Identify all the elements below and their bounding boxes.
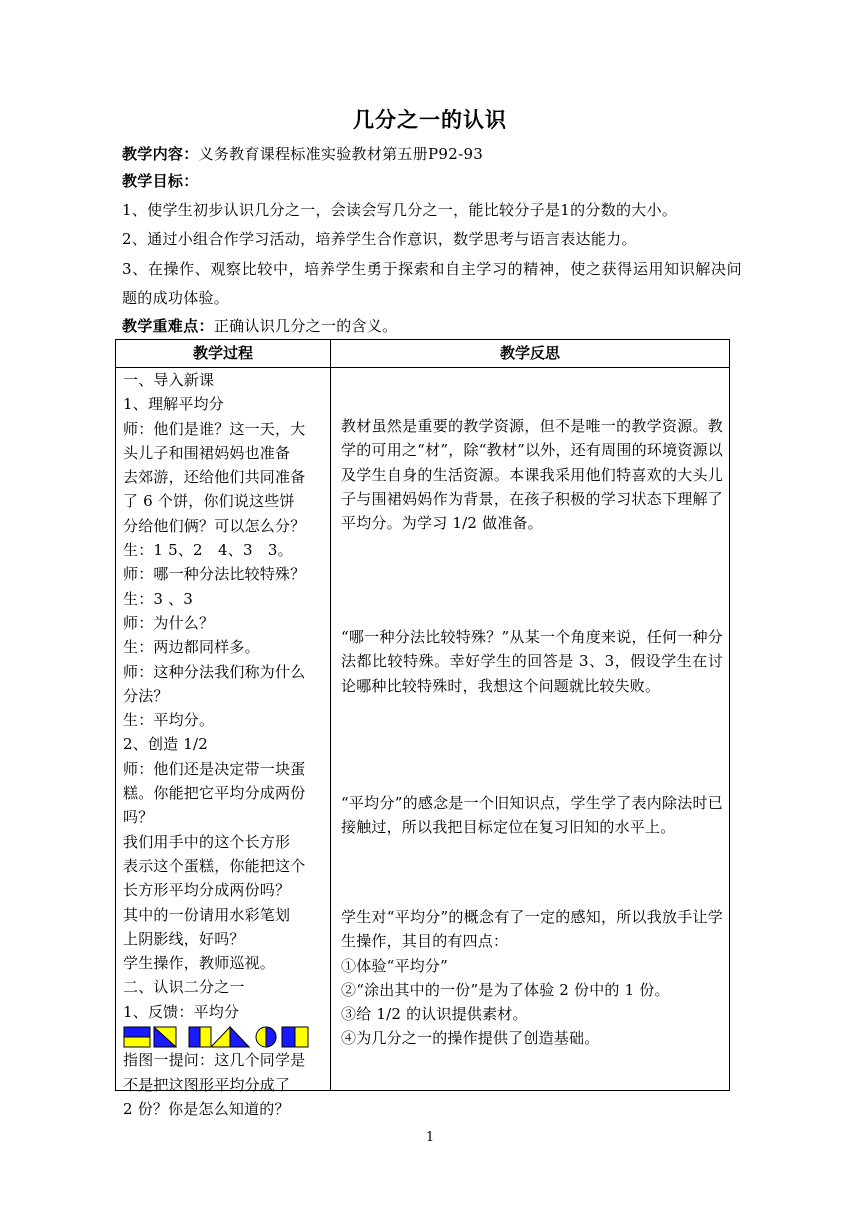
process-line: 了 6 个饼，你们说这些饼	[123, 492, 295, 511]
process-line: 生：两边都同样多。	[123, 638, 260, 657]
process-line: 不是把这图形平均分成了	[123, 1075, 291, 1094]
key-point	[122, 313, 742, 339]
reflection-2: “哪一种分法比较特殊？”从某一个角度来说，任何一种分法都比较特殊。幸好学生的回答是 3、3，假设学生在讨论哪种比较特殊时，我想这个问题就比较失败。	[341, 628, 723, 695]
process-line: 1、理解平均分	[123, 395, 224, 414]
process-line: 去郊游，还给他们共同准备	[123, 468, 306, 487]
process-line: 2、创造 1/2	[123, 735, 209, 754]
teaching-content-label: 教学内容：	[122, 145, 199, 163]
process-line: 生：平均分。	[123, 711, 215, 730]
reflection-4	[341, 905, 723, 1051]
reflection-3: “平均分”的感念是一个旧知识点，学生学了表内除法时已接触过，所以我把目标定位在复习旧知的水平上。	[341, 794, 723, 837]
teaching-content-text: 义务教育课程标准实验教材第五册P92-93	[198, 145, 484, 163]
process-line: 分法？	[123, 686, 169, 705]
process-line: 头儿子和围裙妈妈也准备	[123, 443, 291, 462]
process-line: 一、导入新课	[123, 371, 215, 389]
lesson-table	[115, 339, 730, 1118]
process-column	[123, 368, 327, 1121]
process-line: 吗？	[123, 808, 154, 827]
reflection-point: ③给 1/2 的认识提供素材。	[341, 1005, 528, 1024]
page-title: 几分之一的认识	[353, 107, 507, 132]
reflection-1: 教材虽然是重要的教学资源，但不是唯一的教学资源。教学的可用之“材”，除“教材”以外，还有周围的环境资源以及学生自身的生活资源。本课我采用他们特喜欢的大头儿子与围裙妈妈作为背景，在孩子积极的学习状态下理解了平均分。为学习 1/2 做准备。	[341, 417, 723, 533]
goal-1: 1、使学生初步认识几分之一，会读会写几分之一，能比较分子是1的分数的大小。	[122, 201, 678, 219]
process-line: 表示这个蛋糕，你能把这个	[123, 856, 306, 875]
process-line: 师：为什么？	[123, 613, 215, 632]
process-line: 2 份？你是怎么知道的？	[123, 1099, 290, 1118]
process-line: 师：哪一种分法比较特殊？	[123, 565, 306, 584]
process-line: 师：他们是谁？这一天，大	[123, 419, 306, 438]
header-process: 教学过程	[192, 344, 253, 362]
reflection-4-text: 学生对“平均分”的概念有了一定的感知，所以我放手让学生操作，其目的有四点：	[341, 908, 723, 951]
process-line: 长方形平均分成两份吗？	[123, 881, 291, 900]
key-point-text: 正确认识几分之一的含义。	[213, 317, 398, 335]
half-shapes-icon	[123, 1026, 323, 1048]
process-line: 其中的一份请用水彩笔划	[123, 905, 291, 924]
half-shapes-figure	[123, 1024, 327, 1048]
process-line: 生：3 、3	[123, 589, 194, 608]
process-line: 师：他们还是决定带一块蛋	[123, 759, 306, 778]
process-line: 学生操作，教师巡视。	[123, 954, 276, 973]
reflection-point: ②“涂出其中的一份”是为了体验 2 份中的 1 份。	[341, 980, 670, 999]
reflection-point: ④为几分之一的操作提供了创造基础。	[341, 1029, 600, 1048]
table-column-divider	[330, 340, 331, 1090]
goal-2: 2、通过小组合作学习活动，培养学生合作意识，数学思考与语言表达能力。	[122, 230, 637, 248]
page-number: 1	[425, 1130, 435, 1145]
reflection-point: ①体验“平均分”	[341, 956, 448, 975]
process-line: 指图一提问：这几个同学是	[123, 1051, 306, 1070]
process-line: 师：这种分法我们称为什么	[123, 662, 306, 681]
process-line: 我们用手中的这个长方形	[123, 832, 291, 851]
goal-3: 3、在操作、观察比较中，培养学生勇于探索和自主学习的精神，使之获得运用知识解决问题的成功体验。	[122, 260, 742, 307]
teaching-content	[122, 141, 742, 167]
goals-label: 教学目标：	[122, 172, 199, 190]
header-reflection: 教学反思	[499, 344, 560, 362]
process-line: 1、反馈：平均分	[123, 1002, 240, 1021]
key-point-label: 教学重难点：	[122, 317, 214, 335]
process-line: 二、认识二分之一	[123, 978, 245, 997]
process-line: 分给他们俩？可以怎么分？	[123, 516, 306, 535]
process-line: 糕。你能把它平均分成两份	[123, 784, 306, 803]
process-line: 上阴影线，好吗？	[123, 929, 245, 948]
process-line: 生：1 5、2 4、3 3。	[123, 541, 293, 560]
